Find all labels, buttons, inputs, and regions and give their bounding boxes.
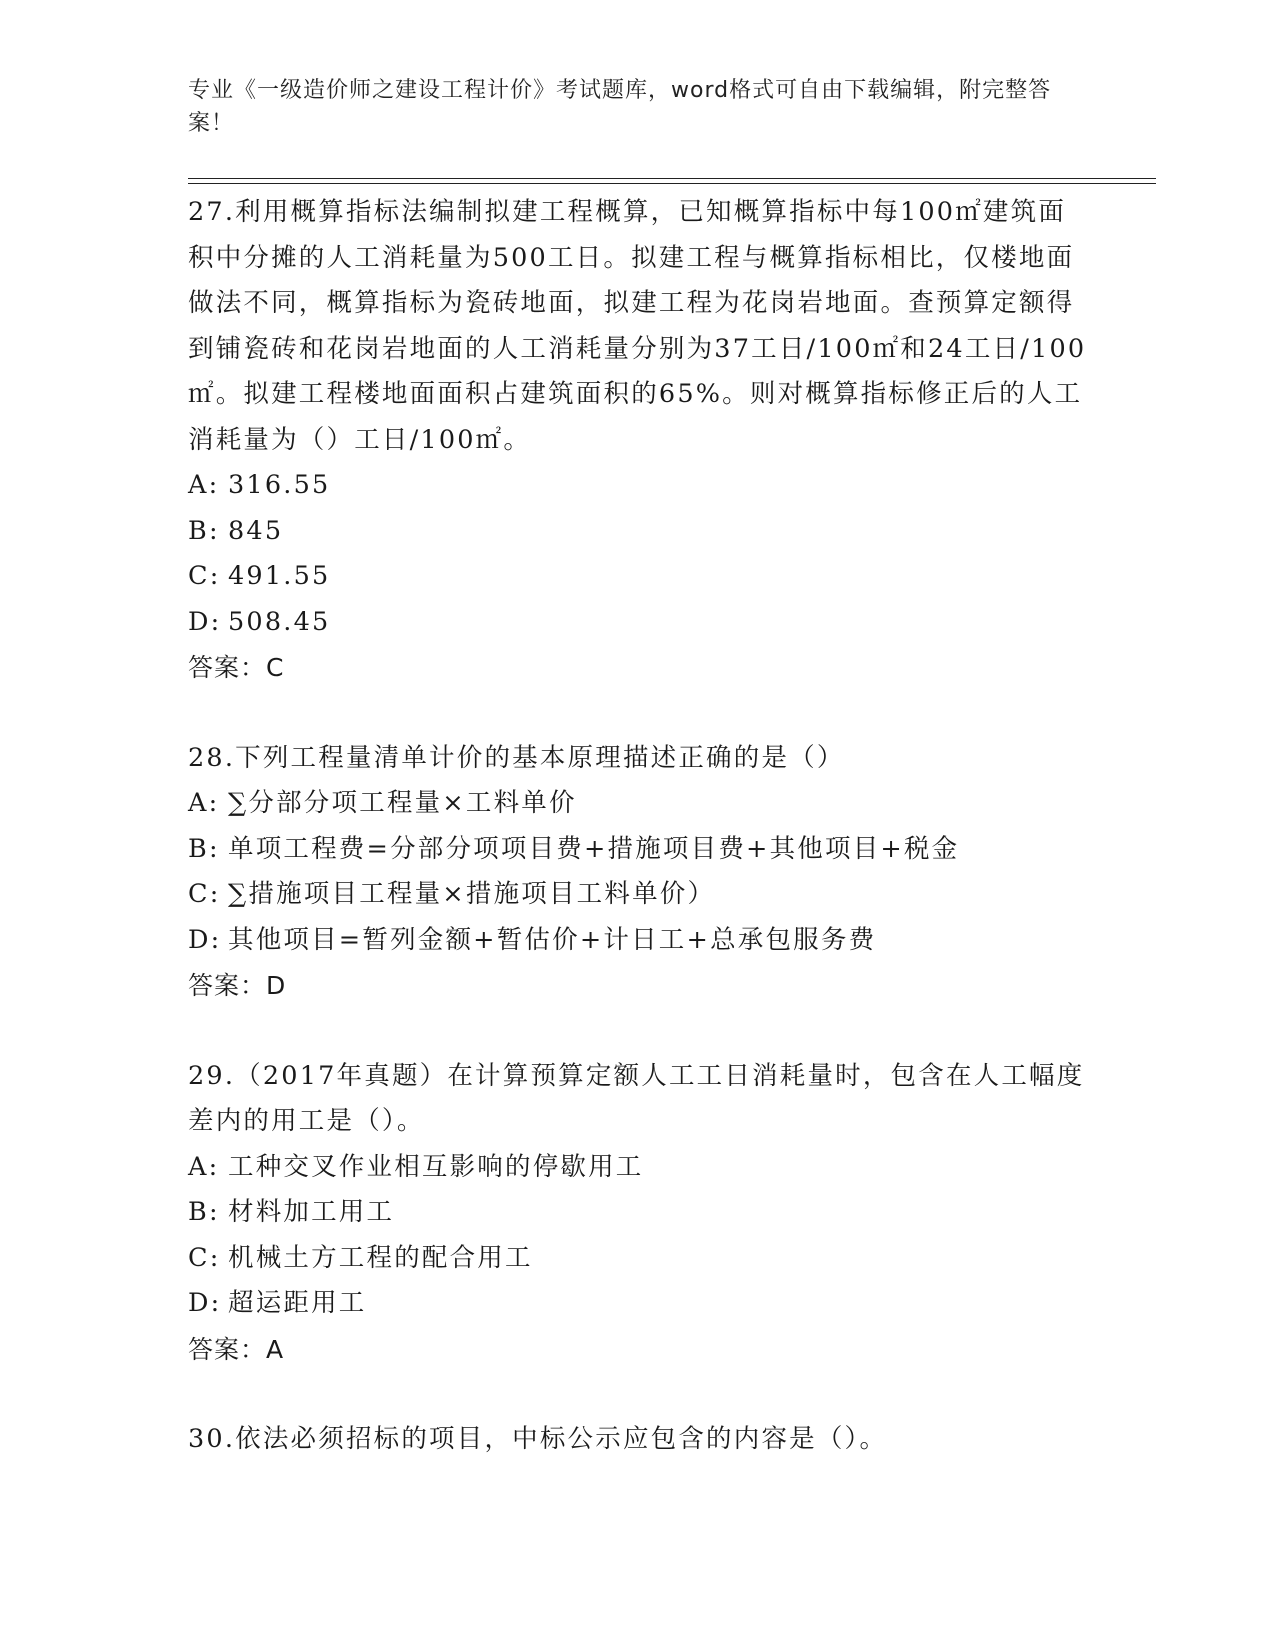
header-divider-bottom	[188, 183, 1156, 184]
option-d	[188, 1281, 1088, 1327]
option-text: 材料加工用工	[228, 1197, 395, 1227]
option-text: 超运距用工	[228, 1288, 367, 1318]
option-text: 机械土方工程的配合用工	[228, 1242, 533, 1273]
option-text: 工种交叉作业相互影响的停歇用工	[228, 1151, 644, 1182]
option-label: B:	[188, 1197, 220, 1227]
header-divider-top	[188, 178, 1156, 179]
option-label: C:	[188, 561, 221, 591]
option-text: ∑措施项目工程量×措施项目工料单价）	[228, 879, 716, 909]
option-text: 316.55	[228, 470, 331, 500]
option-label: D:	[188, 924, 222, 955]
option-label: C:	[188, 879, 221, 909]
question-stem: 29.（2017年真题）在计算预算定额人工工日消耗量时，包含在人工幅度差内的用工是（）。	[188, 1060, 1085, 1136]
spacer	[188, 1009, 1088, 1054]
question-27	[188, 190, 1088, 691]
document-header: 专业《一级造价师之建设工程计价》考试题库，word格式可自由下载编辑，附完整答案！	[188, 78, 1052, 136]
option-a	[188, 463, 1088, 509]
answer: 答案：D	[188, 971, 287, 1000]
option-b	[188, 827, 1088, 873]
spacer	[188, 1372, 1088, 1417]
option-label: C:	[188, 1242, 221, 1273]
option-label: A:	[188, 788, 220, 818]
question-stem: 28.下列工程量清单计价的基本原理描述正确的是（）	[188, 742, 845, 773]
option-text: 其他项目=暂列金额+暂估价+计日工+总承包服务费	[228, 924, 877, 955]
option-a	[188, 1145, 1088, 1191]
option-label: B:	[188, 833, 220, 864]
option-c	[188, 554, 1088, 600]
question-29	[188, 1054, 1088, 1373]
option-label: D:	[188, 606, 222, 637]
answer: 答案：A	[188, 1334, 285, 1364]
option-text: 508.45	[228, 606, 331, 637]
option-text: 845	[228, 515, 284, 546]
question-28	[188, 736, 1088, 1009]
question-list	[188, 190, 1088, 1463]
option-label: D:	[188, 1288, 222, 1318]
option-d	[188, 918, 1088, 964]
option-d	[188, 600, 1088, 646]
option-c	[188, 1236, 1088, 1282]
option-label: A:	[188, 1151, 220, 1182]
option-c	[188, 872, 1088, 918]
option-label: A:	[188, 470, 220, 500]
question-stem: 30.依法必须招标的项目，中标公示应包含的内容是（）。	[188, 1424, 888, 1454]
option-b	[188, 1190, 1088, 1236]
answer: 答案：C	[188, 653, 285, 682]
option-label: B:	[188, 515, 220, 546]
option-b	[188, 509, 1088, 555]
option-text: ∑分部分项工程量×工料单价	[228, 788, 577, 818]
question-30	[188, 1417, 1088, 1463]
option-text: 单项工程费=分部分项项目费+措施项目费+其他项目+税金	[228, 833, 960, 864]
question-stem: 27.利用概算指标法编制拟建工程概算，已知概算指标中每100㎡建筑面积中分摊的人工消耗量为500工日。拟建工程与概算指标相比，仅楼地面做法不同，概算指标为瓷砖地面，拟建工程为花岗岩地面。查预算定额得到铺瓷砖和花岗岩地面的人工消耗量分别为37工日/100㎡和24工日/100㎡。拟建工程楼地面面积占建筑面积的65%。则对概算指标修正后的人工消耗量为（）工日/100㎡。	[188, 197, 1087, 455]
spacer	[188, 691, 1088, 736]
option-a	[188, 781, 1088, 827]
option-text: 491.55	[228, 561, 331, 591]
